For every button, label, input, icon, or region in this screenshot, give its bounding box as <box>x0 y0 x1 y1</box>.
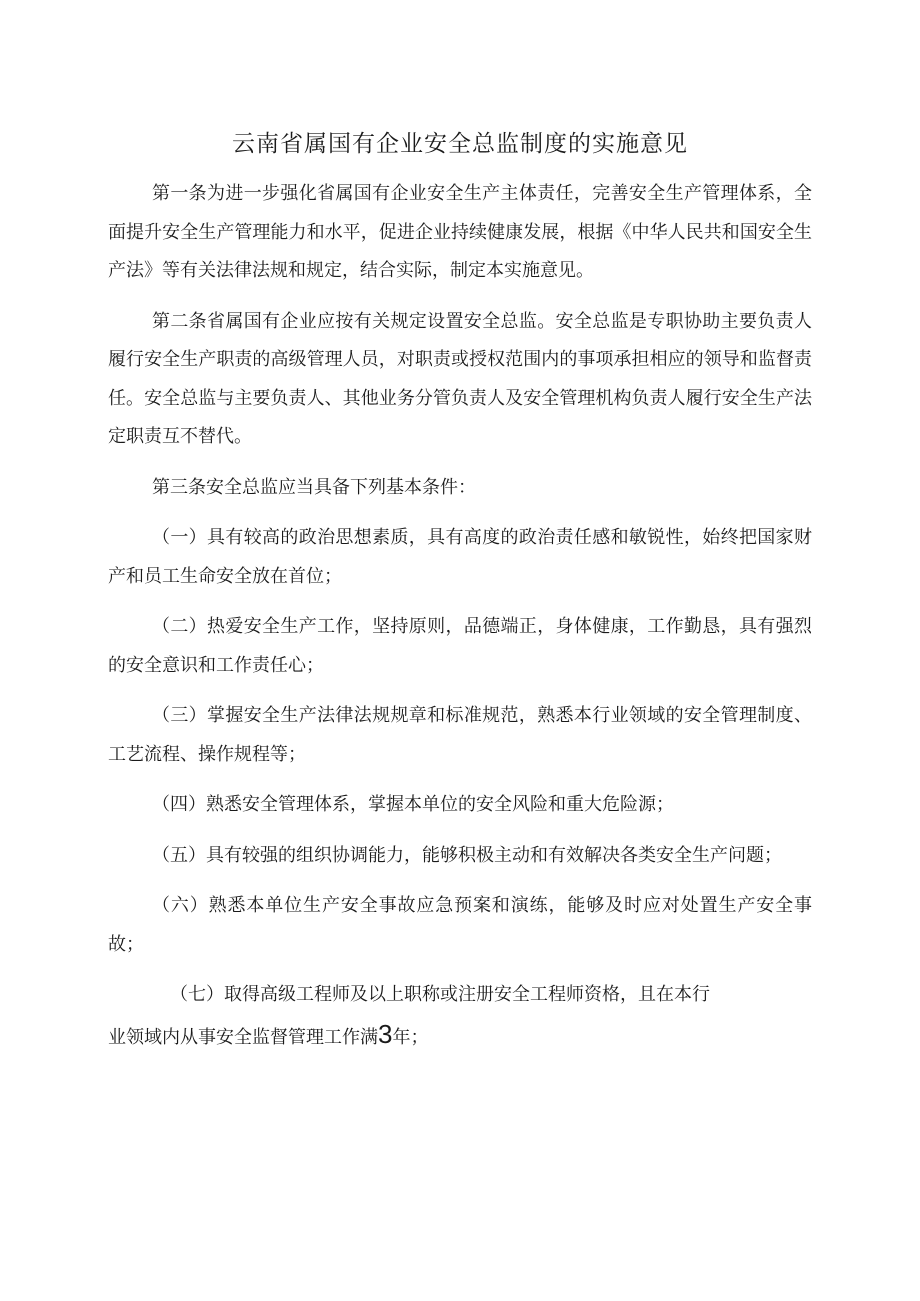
condition-7-line2-prefix: 业领域内从事安全监督管理工作满 <box>108 1026 378 1048</box>
condition-2: （二）热爱安全生产工作，坚持原则，品德端正，身体健康，工作勤恳，具有强烈的安全意识和工作责任心； <box>108 616 812 676</box>
article-3: 第三条安全总监应当具备下列基本条件： <box>152 476 476 498</box>
document-body <box>108 175 812 1069</box>
condition-3: （三）掌握安全生产法律法规规章和标准规范，熟悉本行业领域的安全管理制度、工艺流程、操作规程等； <box>108 705 812 765</box>
article-1: 第一条为进一步强化省属国有企业安全生产主体责任，完善安全生产管理体系，全面提升安全生产管理能力和水平，促进企业持续健康发展，根据《中华人民共和国安全生产法》等有关法律法规和规定，结合实际，制定本实施意见。 <box>108 183 812 281</box>
condition-4: （四）熟悉安全管理体系，掌握本单位的安全风险和重大危险源； <box>152 794 674 815</box>
condition-7-line2-suffix: 年； <box>392 1026 429 1048</box>
condition-7-years: 3 <box>378 1018 393 1049</box>
condition-7 <box>108 976 812 1057</box>
document-title: 云南省属国有企业安全总监制度的实施意见 <box>232 131 688 157</box>
condition-1: （一）具有较高的政治思想素质，具有高度的政治责任感和敏锐性，始终把国家财产和员工生命安全放在首位； <box>108 527 812 587</box>
condition-6: （六）熟悉本单位生产安全事故应急预案和演练，能够及时应对处置生产安全事故； <box>108 895 812 955</box>
condition-5: （五）具有较强的组织协调能力，能够积极主动和有效解决各类安全生产问题； <box>152 844 782 866</box>
article-2: 第二条省属国有企业应按有关规定设置安全总监。安全总监是专职协助主要负责人履行安全生产职责的高级管理人员，对职责或授权范围内的事项承担相应的领导和监督责任。安全总监与主要负责人、其他业务分管负责人及安全管理机构负责人履行安全生产法定职责互不替代。 <box>108 310 812 447</box>
condition-7-line1: （七）取得高级工程师及以上职称或注册安全工程师资格，且在本行 <box>170 984 710 1005</box>
